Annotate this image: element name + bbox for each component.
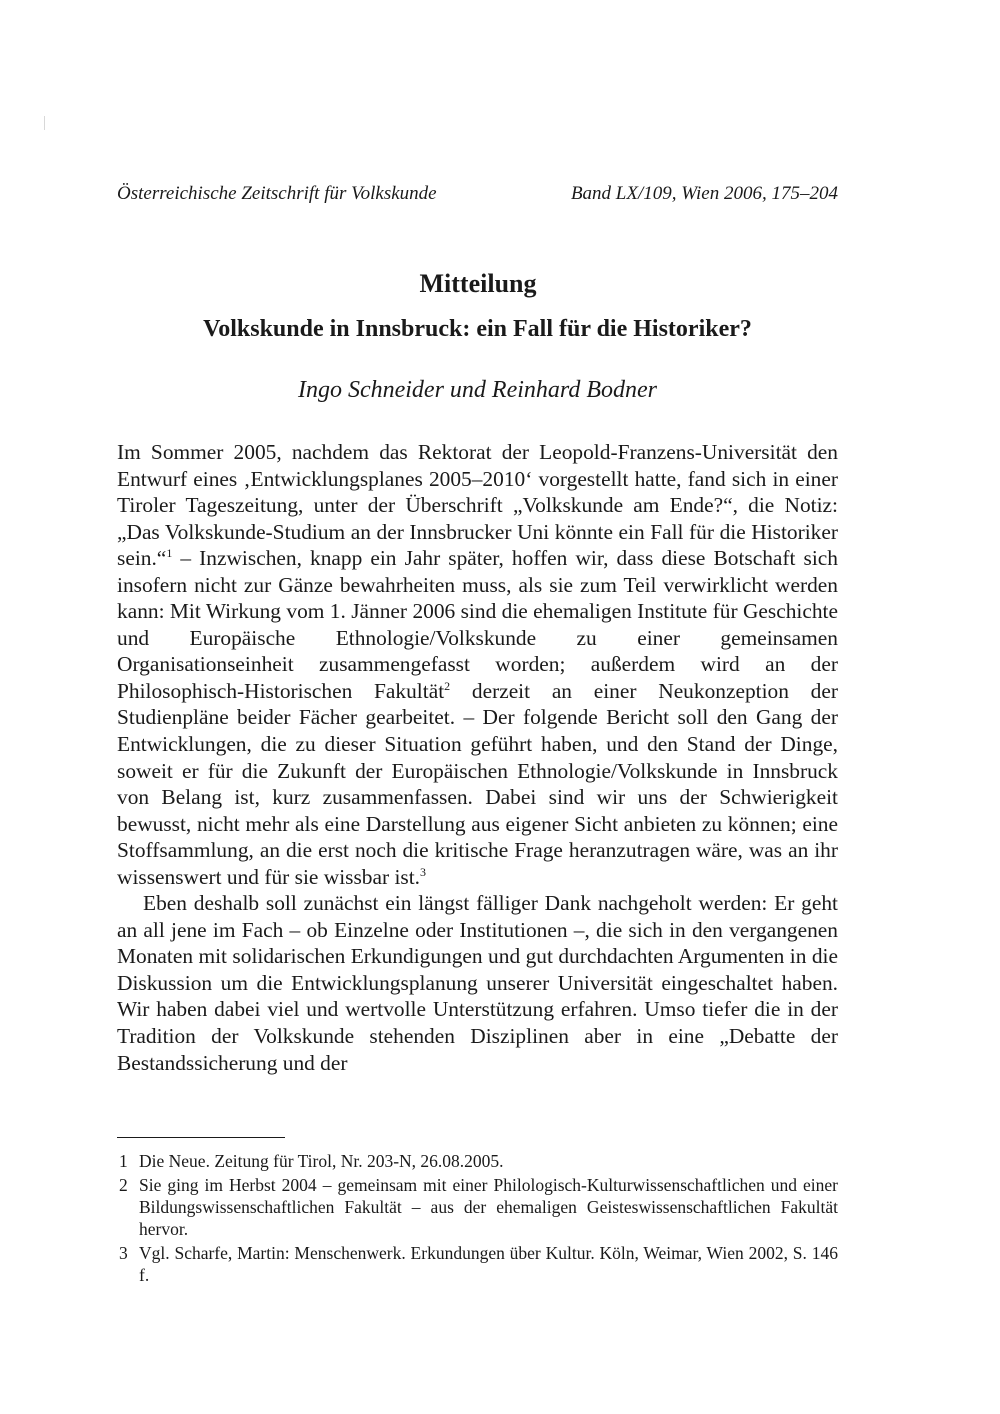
footnotes: [117, 1150, 838, 1288]
section-label: Mitteilung: [419, 269, 537, 298]
volume-info: Band LX/109, Wien 2006, 175–204: [570, 183, 838, 204]
journal-name: Österreichische Zeitschrift für Volkskunde: [117, 183, 437, 204]
footnote-ref-2: 2: [444, 678, 451, 693]
scan-mark: [44, 116, 45, 130]
footnote: [117, 1174, 838, 1240]
paragraph-2: Eben deshalb soll zunächst ein längst fälliger Dank nachgeholt werden: Er geht an all jene im Fach – ob Einzelne oder Institutionen –, die sich in den vergangenen Monaten mit solidarischen Erkundigungen und gut durchdachten Argumenten in die Diskussion um die Entwicklungsplanung unserer Universität eingeschaltet haben. Wir haben dabei viel und wertvolle Unterstützung erfahren. Umso tiefer die in der Tradition der Volkskunde stehenden Disziplinen aber in eine „Debatte der Bestandssicherung und der: [117, 891, 838, 1075]
footnote-number: 2: [119, 1175, 128, 1195]
footnote: [117, 1150, 838, 1172]
footnote-text: Vgl. Scharfe, Martin: Menschenwerk. Erkundungen über Kultur. Köln, Weimar, Wien 2002, S. 146 f.: [139, 1243, 838, 1285]
footnote: [117, 1242, 838, 1286]
footnote-text: Sie ging im Herbst 2004 – gemeinsam mit einer Philologisch-Kulturwissenschaftlichen und einer Bildungswissenschaftlichen Fakultät – aus der ehemaligen Geisteswissenschaftlichen Fakultät hervor.: [139, 1175, 838, 1239]
footnote-number: 3: [119, 1243, 128, 1263]
paragraph-1-part-c: derzeit an einer Neukonzeption der Studienpläne beider Fächer gearbeitet. – Der folgende Bericht soll den Gang der Entwicklungen, die zu dieser Situation geführt haben, und den Stand der Dinge, soweit er für die Zukunft der Europäischen Ethnologie/Volkskunde in Innsbruck von Belang ist, kurz zusammenfassen. Dabei sind wir uns der Schwierigkeit bewusst, nicht mehr als eine Darstellung aus eigener Sicht anbieten zu können; eine Stoffsammlung, an die erst noch die kritische Frage heranzutragen wäre, was an ihr wissenswert und für sie wissbar ist.: [117, 678, 838, 889]
article-authors: Ingo Schneider und Reinhard Bodner: [297, 377, 658, 403]
footnote-divider: [117, 1137, 285, 1138]
paragraph-1: [117, 439, 838, 890]
footnote-ref-1: 1: [166, 546, 173, 561]
paragraph-1-part-b: – Inzwischen, knapp ein Jahr später, hoffen wir, dass diese Botschaft sich insofern nicht zur Gänze bewahrheiten muss, als sie zum Teil verwirklicht werden kann: Mit Wirkung vom 1. Jänner 2006 sind die ehemaligen Institute für Geschichte und Europäische Ethnologie/Volkskunde zu einer gemeinsamen Organisationseinheit zusammengefasst worden; außerdem wird an der Philosophisch-Historischen Fakultät: [117, 546, 838, 703]
article-title: Volkskunde in Innsbruck: ein Fall für die Historiker?: [203, 316, 752, 342]
paragraph-1-part-a: Im Sommer 2005, nachdem das Rektorat der Leopold-Franzens-Universität den Entwurf eines ‚Entwicklungsplanes 2005–2010‘ vorgestellt hatte, fand sich in einer Tiroler Tageszeitung, unter der Überschrift „Volkskunde am Ende?“, die Notiz: „Das Volkskunde-Studium an der Innsbrucker Uni könnte ein Fall für die Historiker sein.“: [117, 440, 838, 571]
article-body: [117, 439, 838, 1076]
footnote-number: 1: [119, 1151, 128, 1171]
footnote-ref-3: 3: [420, 864, 426, 879]
footnote-text: Die Neue. Zeitung für Tirol, Nr. 203-N, 26.08.2005.: [139, 1151, 504, 1171]
